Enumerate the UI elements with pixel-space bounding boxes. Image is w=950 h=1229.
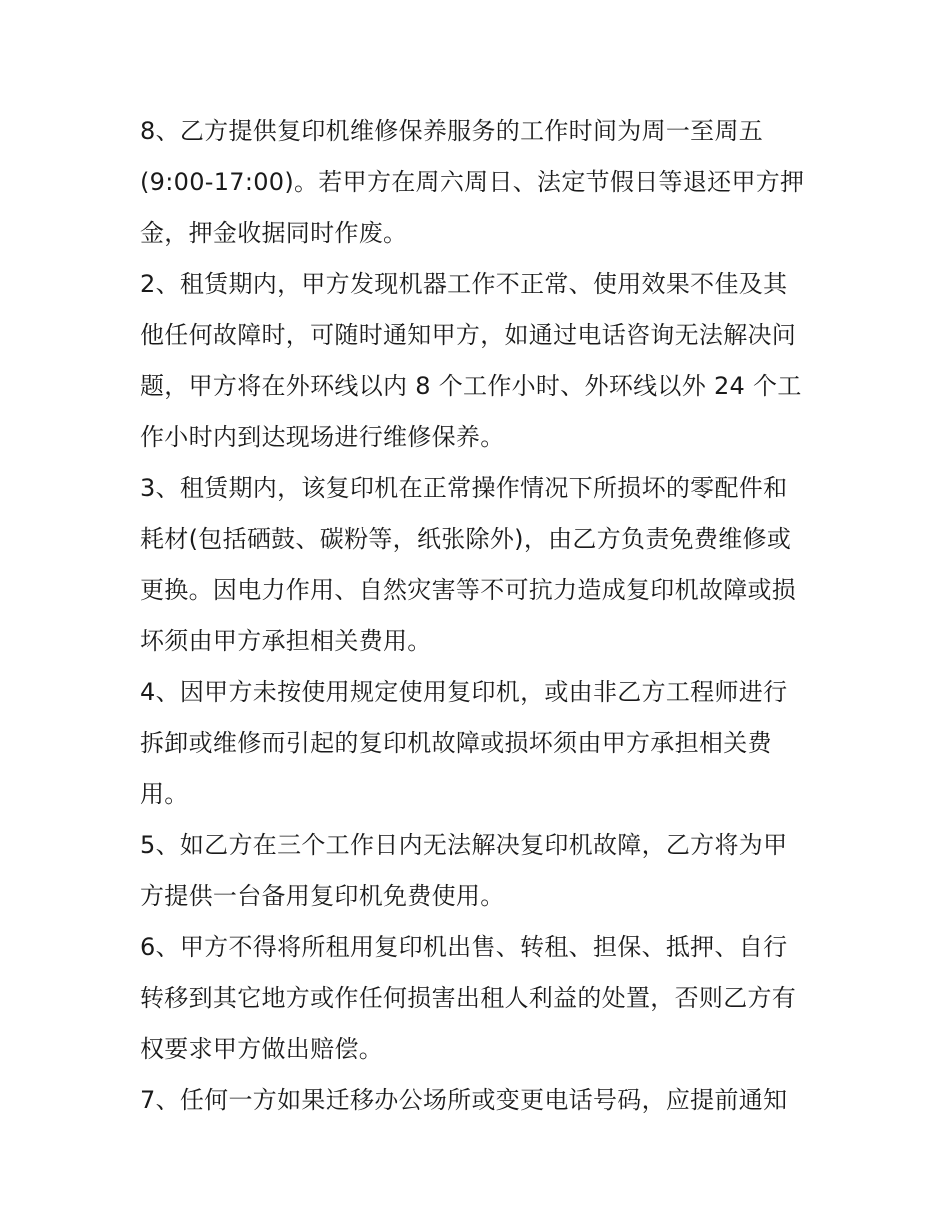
clause-8 [140, 106, 820, 259]
text-line: (9:00-17:00)。若甲方在周六周日、法定节假日等退还甲方押 [140, 168, 805, 196]
text-line: 题，甲方将在外环线以内 8 个工作小时、外环线以外 24 个工 [140, 372, 802, 400]
text-line: 权要求甲方做出赔偿。 [140, 1035, 383, 1063]
text-line: 坏须由甲方承担相关费用。 [140, 627, 432, 655]
text-line: 8、乙方提供复印机维修保养服务的工作时间为周一至周五 [140, 117, 764, 145]
text-line: 2、租赁期内，甲方发现机器工作不正常、使用效果不佳及其 [140, 270, 788, 298]
text-line: 方提供一台备用复印机免费使用。 [140, 882, 505, 910]
text-line: 5、如乙方在三个工作日内无法解决复印机故障，乙方将为甲 [140, 831, 788, 859]
text-line: 3、租赁期内，该复印机在正常操作情况下所损坏的零配件和 [140, 474, 788, 502]
clause-2 [140, 259, 820, 463]
clause-5 [140, 820, 820, 922]
text-line: 4、因甲方未按使用规定使用复印机，或由非乙方工程师进行 [140, 678, 788, 706]
clause-4 [140, 667, 820, 820]
clause-6 [140, 922, 820, 1075]
text-line: 他任何故障时，可随时通知甲方，如通过电话咨询无法解决问 [140, 321, 797, 349]
text-line: 6、甲方不得将所租用复印机出售、转租、担保、抵押、自行 [140, 933, 788, 961]
text-line: 用。 [140, 780, 189, 808]
clause-7 [140, 1075, 820, 1126]
text-line: 7、任何一方如果迁移办公场所或变更电话号码，应提前通知 [140, 1086, 788, 1114]
clause-3 [140, 463, 820, 667]
text-line: 更换。因电力作用、自然灾害等不可抗力造成复印机故障或损 [140, 576, 797, 604]
text-line: 作小时内到达现场进行维修保养。 [140, 423, 505, 451]
text-line: 转移到其它地方或作任何损害出租人利益的处置，否则乙方有 [140, 984, 797, 1012]
text-line: 金，押金收据同时作废。 [140, 219, 408, 247]
text-line: 拆卸或维修而引起的复印机故障或损坏须由甲方承担相关费 [140, 729, 772, 757]
document-body [140, 106, 820, 1126]
text-line: 耗材(包括硒鼓、碳粉等，纸张除外)，由乙方负责免费维修或 [140, 525, 792, 553]
